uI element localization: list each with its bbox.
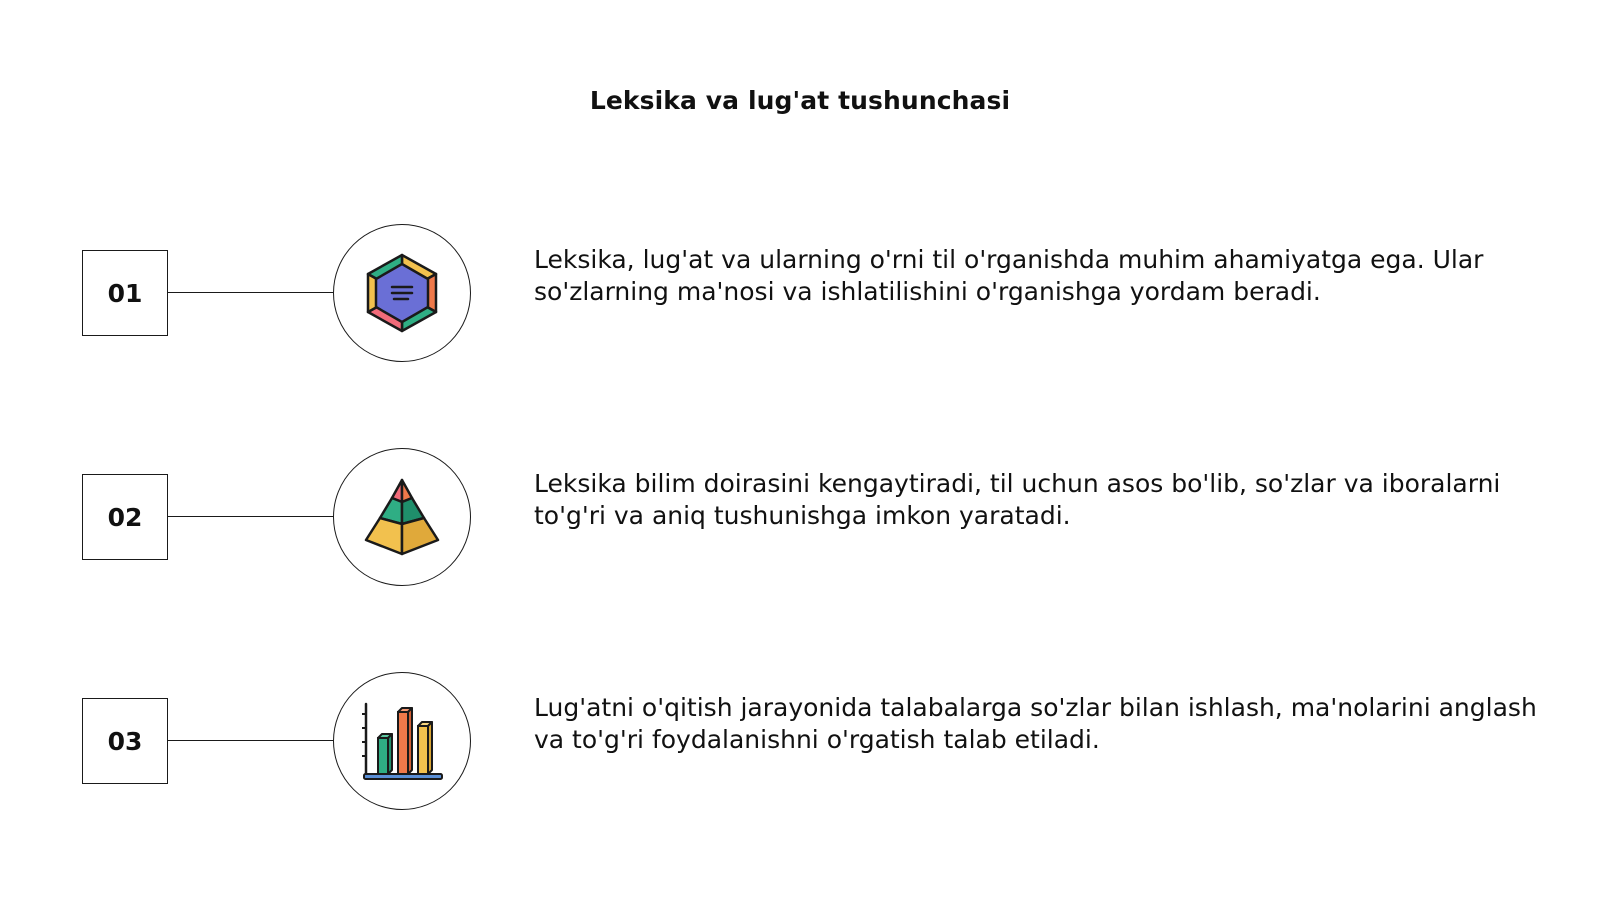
- connector-line: [168, 740, 333, 741]
- pyramid-chart-icon: [362, 476, 442, 558]
- list-item: [0, 448, 1600, 588]
- hexagon-document-icon: [364, 252, 440, 334]
- step-number-box: 01: [82, 250, 168, 336]
- connector-line: [168, 516, 333, 517]
- icon-circle: [333, 672, 471, 810]
- connector-line: [168, 292, 333, 293]
- list-item: [0, 672, 1600, 812]
- icon-circle: [333, 224, 471, 362]
- icon-circle: [333, 448, 471, 586]
- step-number-box: 02: [82, 474, 168, 560]
- step-number-box: 03: [82, 698, 168, 784]
- item-description: Leksika bilim doirasini kengaytiradi, til uchun asos bo'lib, so'zlar va iboralarni to'g'ri va aniq tushunishga imkon yaratadi.: [534, 469, 1501, 530]
- item-description: Leksika, lug'at va ularning o'rni til o'rganishda muhim ahamiyatga ega. Ular so'zlarning ma'nosi va ishlatilishini o'rganishga yordam beradi.: [534, 245, 1484, 306]
- item-description: Lug'atni o'qitish jarayonida talabalarga so'zlar bilan ishlash, ma'nolarini anglash va to'g'ri foydalanishni o'rgatish talab etiladi.: [534, 693, 1537, 754]
- bar-chart-icon: [360, 700, 444, 782]
- slide-title: Leksika va lug'at tushunchasi: [589, 86, 1011, 115]
- list-item: [0, 224, 1600, 364]
